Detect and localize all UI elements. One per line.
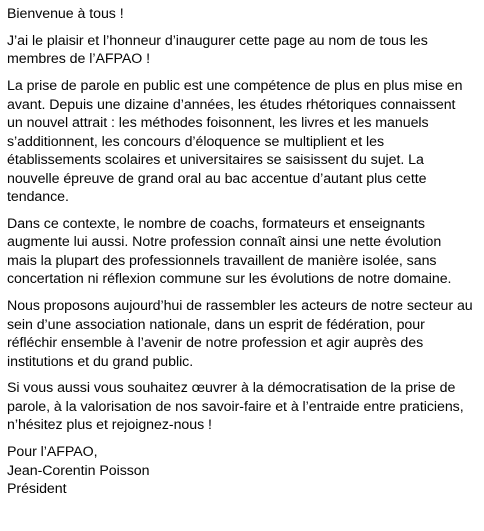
paragraph-intro: J’ai le plaisir et l’honneur d’inaugurer cette page au nom de tous les membres de l’AFPAO !	[7, 32, 428, 68]
greeting: Bienvenue à tous !	[7, 6, 124, 22]
paragraph-profession: Dans ce contexte, le nombre de coachs, formateurs et enseignants augmente lui aussi. Notre profession connaît ainsi une nette évolution mais la plupart des professionnels travaillent de manière isolée, sans concertation ni réflexion commune sur les évolutions de notre domaine.	[7, 215, 452, 288]
signature-name: Jean-Corentin Poisson	[7, 462, 150, 479]
paragraph-proposal: Nous proposons aujourd’hui de rassembler les acteurs de notre secteur au sein d’une association nationale, dans un esprit de fédération, pour réfléchir ensemble à l’avenir de notre profession et agir auprès des institutions et du grand public.	[7, 298, 473, 370]
paragraph-context: La prise de parole en public est une compétence de plus en plus mise en avant. Depuis une dizaine d’années, les études rhétoriques connaissent un nouvel attrait : les méthodes foisonnent, les livres et les manuels s’additionnent, les concours d’éloquence se multiplient et les établissements scolaires et universitaires se saisissent du sujet. La nouvelle épreuve de grand oral au bac accentue d’autant plus cette tendance.	[7, 78, 463, 206]
paragraph-call-to-action: Si vous aussi vous souhaitez œuvrer à la démocratisation de la prise de parole, à la valorisation de nos savoir-faire et à l’entraide entre praticiens, n’hésitez plus et rejoignez-nous !	[7, 380, 464, 434]
signature-title: Président	[7, 481, 67, 498]
signature-organization: Pour l’AFPAO,	[7, 444, 98, 461]
signature	[7, 443, 474, 499]
